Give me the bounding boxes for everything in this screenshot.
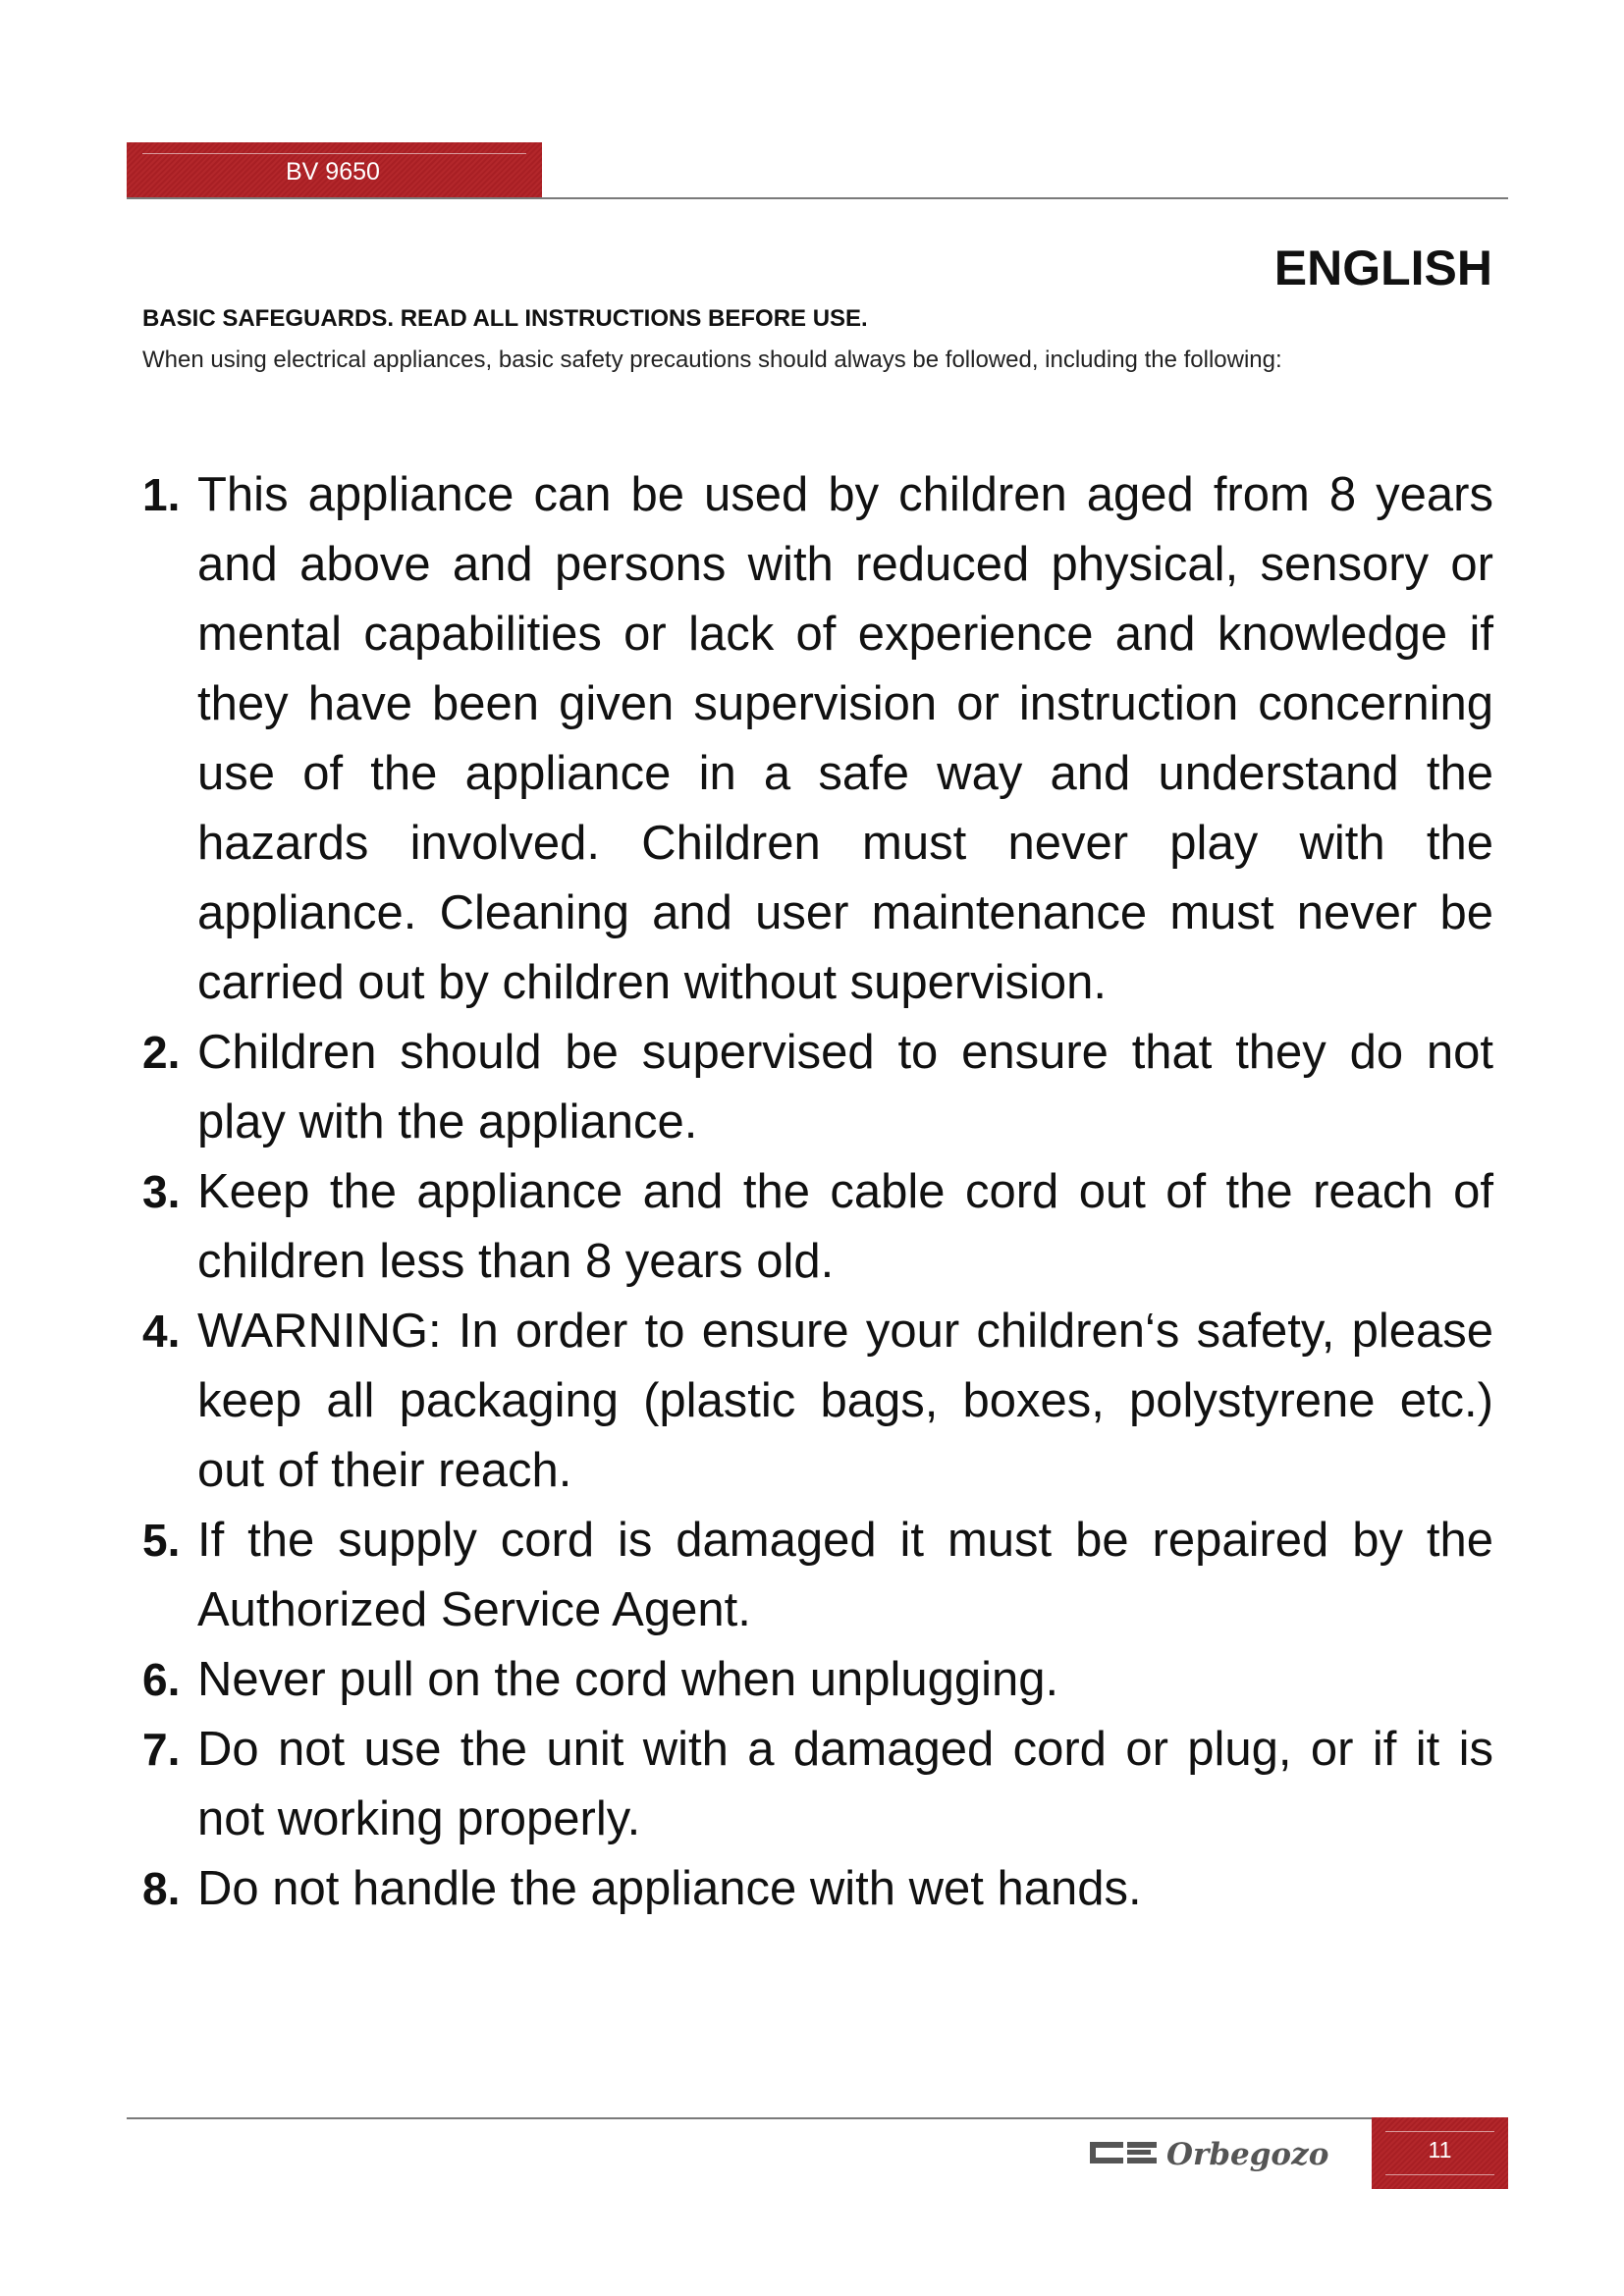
rule-number: 2. <box>142 1027 181 1078</box>
rule-text: Keep the appliance and the cable cord out of the reach of children less than 8 years old. <box>197 1165 1493 1288</box>
rule-number: 5. <box>142 1515 181 1566</box>
brand-wordmark: Orbegozo <box>1166 2137 1329 2172</box>
rule-text: Children should be supervised to ensure that they do not play with the appliance. <box>197 1026 1493 1148</box>
safeguards-heading: BASIC SAFEGUARDS. READ ALL INSTRUCTIONS BEFORE USE. <box>142 305 868 332</box>
safety-rule-8 <box>142 1854 1493 1924</box>
language-title: ENGLISH <box>1273 240 1492 295</box>
rule-number: 6. <box>142 1654 181 1705</box>
rule-number: 7. <box>142 1724 181 1775</box>
rule-number: 8. <box>142 1863 181 1914</box>
header-model-tab <box>127 142 542 197</box>
safety-rule-4 <box>142 1297 1493 1506</box>
safety-rule-6 <box>142 1645 1493 1715</box>
safety-rule-7 <box>142 1715 1493 1854</box>
safety-rules-list <box>142 460 1493 1924</box>
rule-number: 1. <box>142 469 181 520</box>
model-label: BV 9650 <box>286 158 380 186</box>
rule-text: Do not handle the appliance with wet hands. <box>197 1862 1142 1915</box>
rule-text: WARNING: In order to ensure your children‘s safety, please keep all packaging (plastic bags, boxes, polystyrene etc.) out of their reach. <box>197 1305 1493 1497</box>
safety-rule-2 <box>142 1018 1493 1157</box>
page-number-box <box>1372 2117 1508 2189</box>
header-tab-rule <box>142 153 526 154</box>
rule-text: Never pull on the cord when unplugging. <box>197 1653 1059 1706</box>
page-number: 11 <box>1428 2137 1452 2163</box>
safety-rule-5 <box>142 1506 1493 1645</box>
intro-paragraph: When using electrical appliances, basic safety precautions should always be followed, including the following: <box>142 347 1282 373</box>
rule-text: This appliance can be used by children aged from 8 years and above and persons with reduced physical, sensory or mental capabilities or lack of experience and knowledge if they have been given supervision or instruction concerning use of the appliance in a safe way and understand the hazards involved. Children must never play with the appliance. Cleaning and user maintenance must never be carried out by children without supervision. <box>197 468 1493 1009</box>
header-divider <box>127 197 1508 199</box>
rule-text: Do not use the unit with a damaged cord or plug, or if it is not working properly. <box>197 1723 1493 1845</box>
orbegozo-logo-icon <box>1088 2132 1355 2173</box>
safety-rule-3 <box>142 1157 1493 1297</box>
page-box-rule-bottom <box>1385 2174 1494 2175</box>
page-box-rule-top <box>1385 2131 1494 2132</box>
footer-divider <box>127 2117 1508 2119</box>
rule-number: 3. <box>142 1166 181 1217</box>
safety-rule-1 <box>142 460 1493 1018</box>
rule-number: 4. <box>142 1306 181 1357</box>
rule-text: If the supply cord is damaged it must be repaired by the Authorized Service Agent. <box>197 1514 1493 1636</box>
